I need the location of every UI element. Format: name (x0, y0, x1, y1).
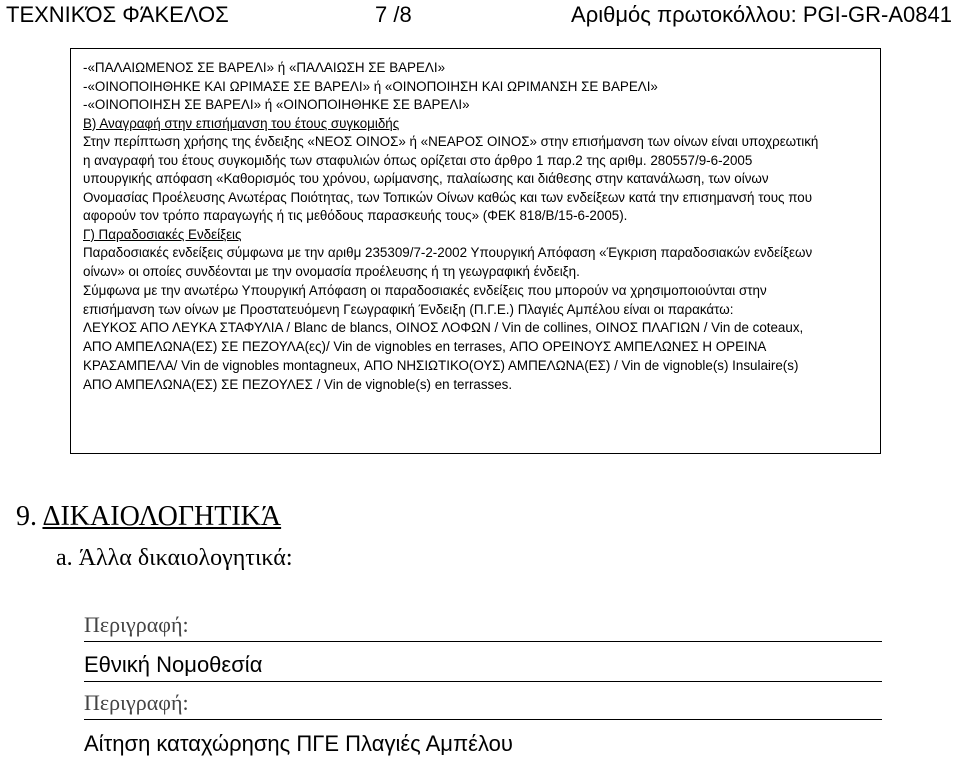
text-line: ΛΕΥΚΟΣ ΑΠΟ ΛΕΥΚΑ ΣΤΑΦΥΛΙΑ / Blanc de blancs, ΟΙΝΟΣ ΛΟΦΩΝ / Vin de collines, ΟΙΝΟΣ ΠΛΑΓΙΩΝ / Vin de coteaux, (83, 320, 804, 336)
divider (84, 681, 882, 682)
text-line: ΑΠΟ ΑΜΠΕΛΩΝΑ(ΕΣ) ΣΕ ΠΕΖΟΥΛΕΣ / Vin de vignoble(s) en terrasses. (83, 376, 513, 392)
text-line: ΚΡΑΣΑΜΠΕΛΑ/ Vin de vignobles montagneux, ΑΠΟ ΝΗΣΙΩΤΙΚΟ(ΟΥΣ) ΑΜΠΕΛΩΝΑ(ΕΣ) / Vin de vignoble(s) Insulaire(s) (83, 358, 799, 374)
text-line: η αναγραφή του έτους συγκομιδής των σταφυλιών όπως ορίζεται στο άρθρο 1 παρ.2 της αριθμ. 280557/9-6-2005 (83, 152, 753, 168)
description-value: Εθνική Νομοθεσία (84, 652, 263, 677)
text-line: επισήμανση των οίνων με Προστατευόμενη Γεωγραφική Ένδειξη (Π.Γ.Ε.) Πλαγιές Αμπέλου είναι οι παρακάτω: (83, 301, 734, 317)
text-line: Στην περίπτωση χρήσης της ένδειξης «ΝΕΟΣ ΟΙΝΟΣ» ή «ΝΕΑΡΟΣ ΟΙΝΟΣ» στην επισήμανση των οίνων είναι υποχρεωτική (83, 134, 819, 149)
text-line: -«ΟΙΝΟΠΟΙΗΘΗΚΕ ΚΑΙ ΩΡΙΜΑΣΕ ΣΕ ΒΑΡΕΛΙ» ή «ΟΙΝΟΠΟΙΗΣΗ ΚΑΙ ΩΡΙΜΑΝΣΗ ΣΕ ΒΑΡΕΛΙ» (83, 78, 658, 94)
text-line: αφορούν τον τρόπο παραγωγής ή τις μεθόδους παρασκευής τους» (ΦΕΚ 818/Β/15-6-2005). (83, 208, 628, 223)
section-title: ΔΙΚΑΙΟΛΟΓΗΤΙΚΆ (42, 501, 282, 532)
text-line: Παραδοσιακές ενδείξεις σύμφωνα με την αριθμ 235309/7-2-2002 Υπουργική Απόφαση «Έγκριση παραδοσιακών ενδείξεων (83, 245, 813, 261)
text-line: Ονομασίας Προέλευσης Ανωτέρας Ποιότητας, των Τοπικών Οίνων καθώς και των ενδείξεων κατά την επισημανσή τους που (83, 189, 813, 205)
description-label: Περιγραφή: (84, 690, 189, 715)
text-line: οίνων» οι οποίες συνδέονται με την ονομασία προέλευσης ή τη γεωγραφική ένδειξη. (83, 264, 580, 280)
divider (84, 719, 882, 720)
page-header (0, 0, 960, 34)
protocol-number: Αριθμός πρωτοκόλλου: PGI-GR-A0841 (571, 2, 952, 27)
subsection-a-heading: a. Άλλα δικαιολογητικά: (56, 545, 293, 571)
section-number: 9. (16, 501, 37, 532)
description-label: Περιγραφή: (84, 612, 189, 637)
section-9-heading (16, 500, 281, 534)
subsection-heading-c: Γ) Παραδοσιακές Ενδείξεις (83, 226, 242, 242)
specification-text-box (70, 48, 881, 454)
subsection-heading-b: Β) Αναγραφή στην επισήμανση του έτους συγκομιδής (83, 115, 400, 131)
text-line: υπουργικής απόφαση «Καθορισμός του χρόνου, ωρίμανσης, παλαίωσης και διάθεσης στην κατανάλωση, των οίνων (83, 171, 769, 186)
description-value: Αίτηση καταχώρησης ΠΓΕ Πλαγιές Αμπέλου (84, 731, 513, 756)
text-line: ΑΠΟ ΑΜΠΕΛΩΝΑ(ΕΣ) ΣΕ ΠΕΖΟΥΛΑ(ες)/ Vin de vignobles en terrases, ΑΠΟ ΟΡΕΙΝΟΥΣ ΑΜΠΕΛΩΝΕΣ Η ΟΡΕΙΝΑ (83, 339, 767, 355)
document-title: ΤΕΧΝΙΚΌΣ ΦΆΚΕΛΟΣ (6, 2, 229, 27)
page-number: 7 /8 (375, 2, 412, 27)
divider (84, 641, 882, 642)
text-line: -«ΟΙΝΟΠΟΙΗΣΗ ΣΕ ΒΑΡΕΛΙ» ή «ΟΙΝΟΠΟΙΗΘΗΚΕ ΣΕ ΒΑΡΕΛΙ» (83, 97, 470, 112)
text-line: -«ΠΑΛΑΙΩΜΕΝΟΣ ΣΕ ΒΑΡΕΛΙ» ή «ΠΑΛΑΙΩΣΗ ΣΕ ΒΑΡΕΛΙ» (83, 60, 446, 75)
text-line: Σύμφωνα με την ανωτέρω Υπουργική Απόφαση οι παραδοσιακές ενδείξεις που μπορούν να χρησιμοποιούνται στην (83, 282, 767, 298)
